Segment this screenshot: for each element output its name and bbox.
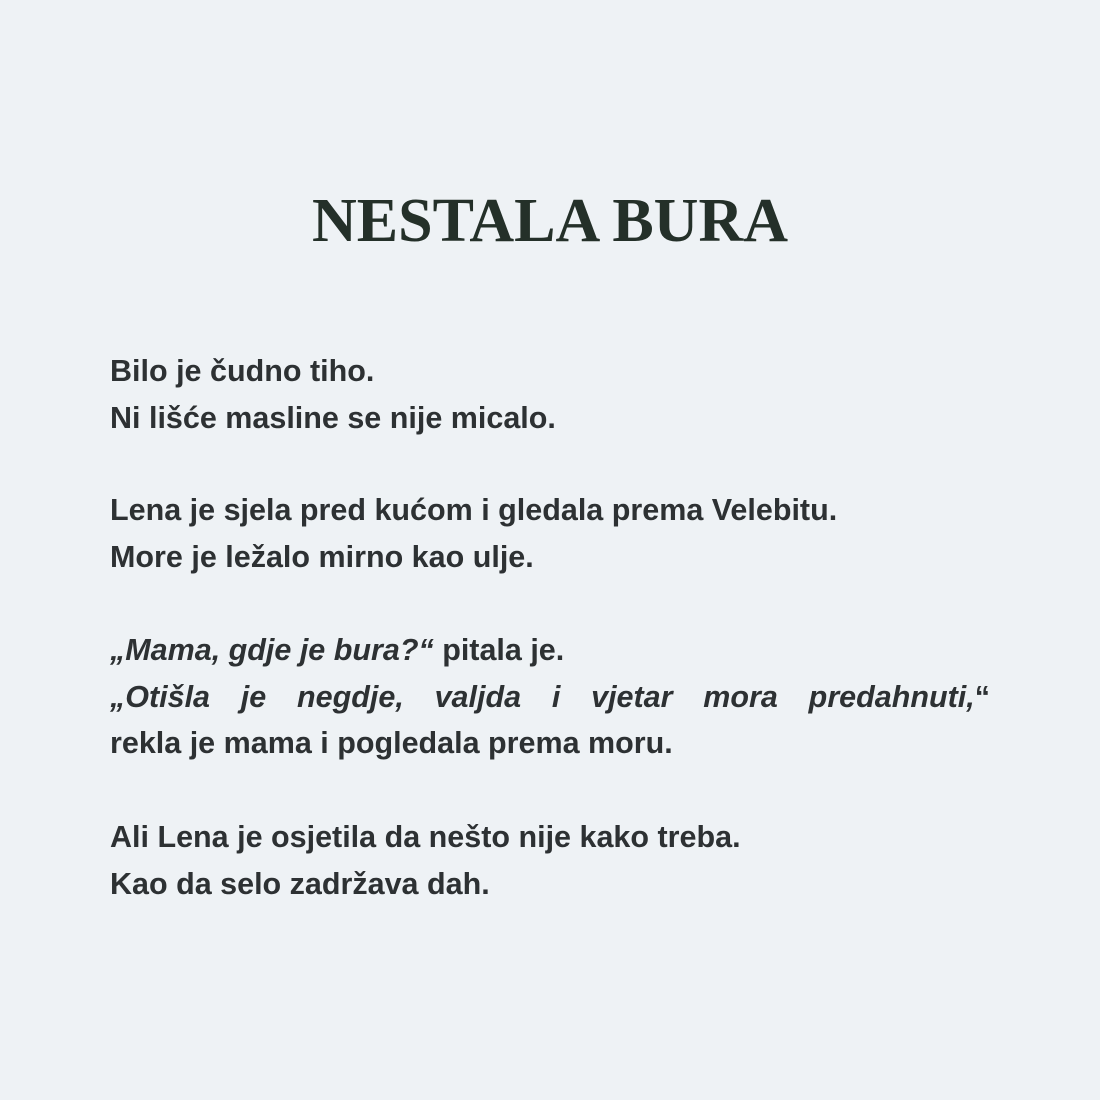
paragraph-3-dialogue [110,627,990,767]
paragraph-2 [110,487,990,580]
paragraph-1 [110,348,990,441]
paragraph-4 [110,814,990,907]
dialogue-line [110,674,990,721]
paragraph-line: Lena je sjela pred kućom i gledala prema Velebitu. [110,493,838,527]
dialogue-tag: pitala je. [433,633,565,667]
dialogue-quote: „Otišla je negdje, valjda i vjetar mora predahnuti, [110,679,975,714]
story-title: NESTALA BURA [311,187,789,255]
paragraph-line: Kao da selo zadržava dah. [110,866,490,901]
dialogue-quote: „Mama, gdje je bura?“ [110,633,434,667]
closing-quote-mark: “ [974,679,990,714]
dialogue-line [110,627,990,674]
paragraph-line: Ni lišće masline se nije micalo. [110,400,556,435]
paragraph-line: Ali Lena je osjetila da nešto nije kako treba. [110,820,741,854]
dialogue-tag-line: rekla je mama i pogledala prema moru. [110,726,673,760]
paragraph-line: Bilo je čudno tiho. [110,354,375,388]
paragraph-line: More je ležalo mirno kao ulje. [110,539,534,574]
